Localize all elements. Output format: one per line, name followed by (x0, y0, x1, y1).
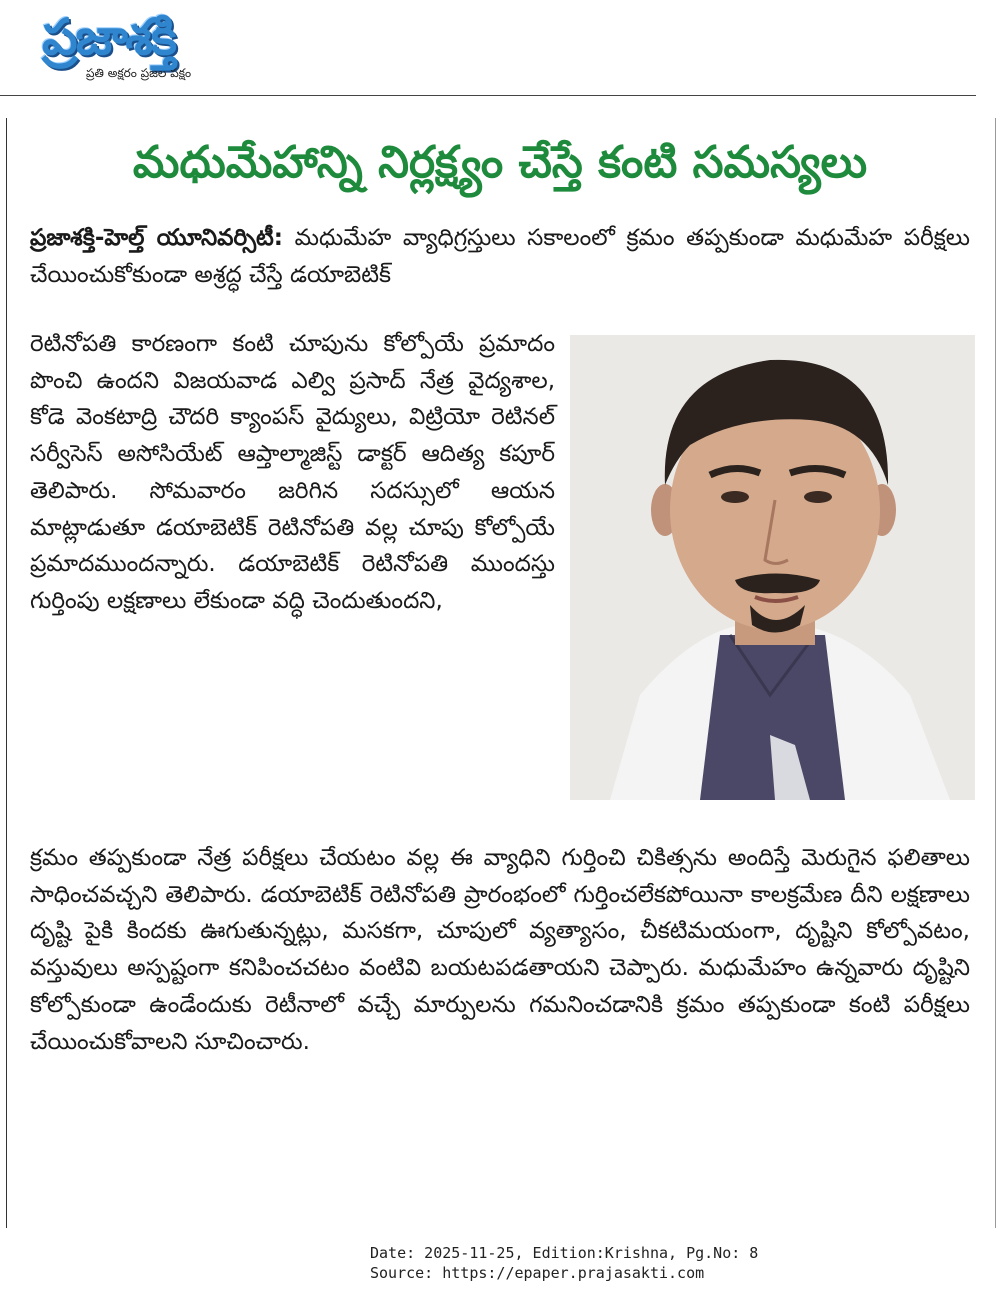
newspaper-logo (38, 8, 283, 66)
intro-text: మధుమేహ వ్యాధిగ్రస్తులు సకాలంలో క్రమం తప్పకుండా మధుమేహ పరీక్షలు చేయించుకోకుండా అశ్రద్ధ చేస్తే డయాబెటిక్ (30, 225, 970, 288)
logo-text: ప్రజాశక్తి (42, 8, 175, 66)
masthead (38, 8, 288, 88)
masthead-divider (0, 95, 976, 96)
article-intro (30, 220, 970, 330)
edition-footer (370, 1243, 758, 1283)
left-column-rule (6, 118, 7, 1228)
article-continued-text: క్రమం తప్పకుండా నేత్ర పరీక్షలు చేయటం వల్ల ఈ వ్యాధిని గుర్తించి చికిత్సను అందిస్తే మెరుగైన ఫలితాలు సాధించవచ్చని తెలిపారు. డయాబెటిక్ రెటినోపతి ప్రారంభంలో గుర్తించలేకపోయినా కాలక్రమేణ దీని లక్షణాలు దృష్టి పైకి కిందకు ఊగుతున్నట్లు, మసకగా, చూపులో వ్యత్యాసం, చీకటిమయంగా, దృష్టిని కోల్పోవటం, వస్తువులు అస్పష్టంగా కనిపించచటం వంటివి బయటపడతాయని చెప్పారు. మధుమేహం ఉన్నవారు దృష్టిని కోల్పోకుండా ఉండేందుకు రెటీనాలో వచ్చే మార్పులను గమనించడానికి క్రమం తప్పకుండా కంటి పరీక్షలు చేయించుకోవాలని సూచించారు. (30, 845, 970, 1055)
article-dateline: ప్రజాశక్తి-హెల్త్ యూనివర్సిటీ: (30, 225, 283, 251)
right-column-rule (995, 118, 996, 1228)
article-wrapped-text: రెటినోపతి కారణంగా కంటి చూపును కోల్పోయే ప్రమాదం పొంచి ఉందని విజయవాడ ఎల్వి ప్రసాద్ నేత్ర వైద్యశాల, కోడె వెంకటాద్రి చౌదరి క్యాంపస్ వైద్యులు, విట్రియో రెటినల్ సర్వీసెస్ అసోసియేట్ ఆప్తాల్మాజిస్ట్ డాక్టర్ ఆదిత్య కపూర్ తెలిపారు. సోమవారం జరిగిన సదస్సులో ఆయన మాట్లాడుతూ డయాబెటిక్ రెటినోపతి వల్ల చూపు కోల్పోయే ప్రమాదముందన్నారు. డయాబెటిక్ రెటినోపతి ముందస్తు గుర్తింపు లక్షణాలు లేకుండా వద్ధి చెందుతుందని, (30, 331, 555, 614)
portrait-illustration (570, 335, 975, 800)
article-headline: మధుమేహాన్ని నిర్లక్ష్యం చేస్తే కంటి సమస్యలు (132, 137, 868, 188)
footer-date-edition: Date: 2025-11-25, Edition:Krishna, Pg.No: 8 (370, 1244, 759, 1262)
doctor-portrait-photo (570, 335, 975, 800)
footer-source: Source: https://epaper.prajasakti.com (370, 1264, 705, 1282)
logo-tagline: ప్రతి అక్షరం ప్రజల పక్షం (86, 66, 192, 80)
